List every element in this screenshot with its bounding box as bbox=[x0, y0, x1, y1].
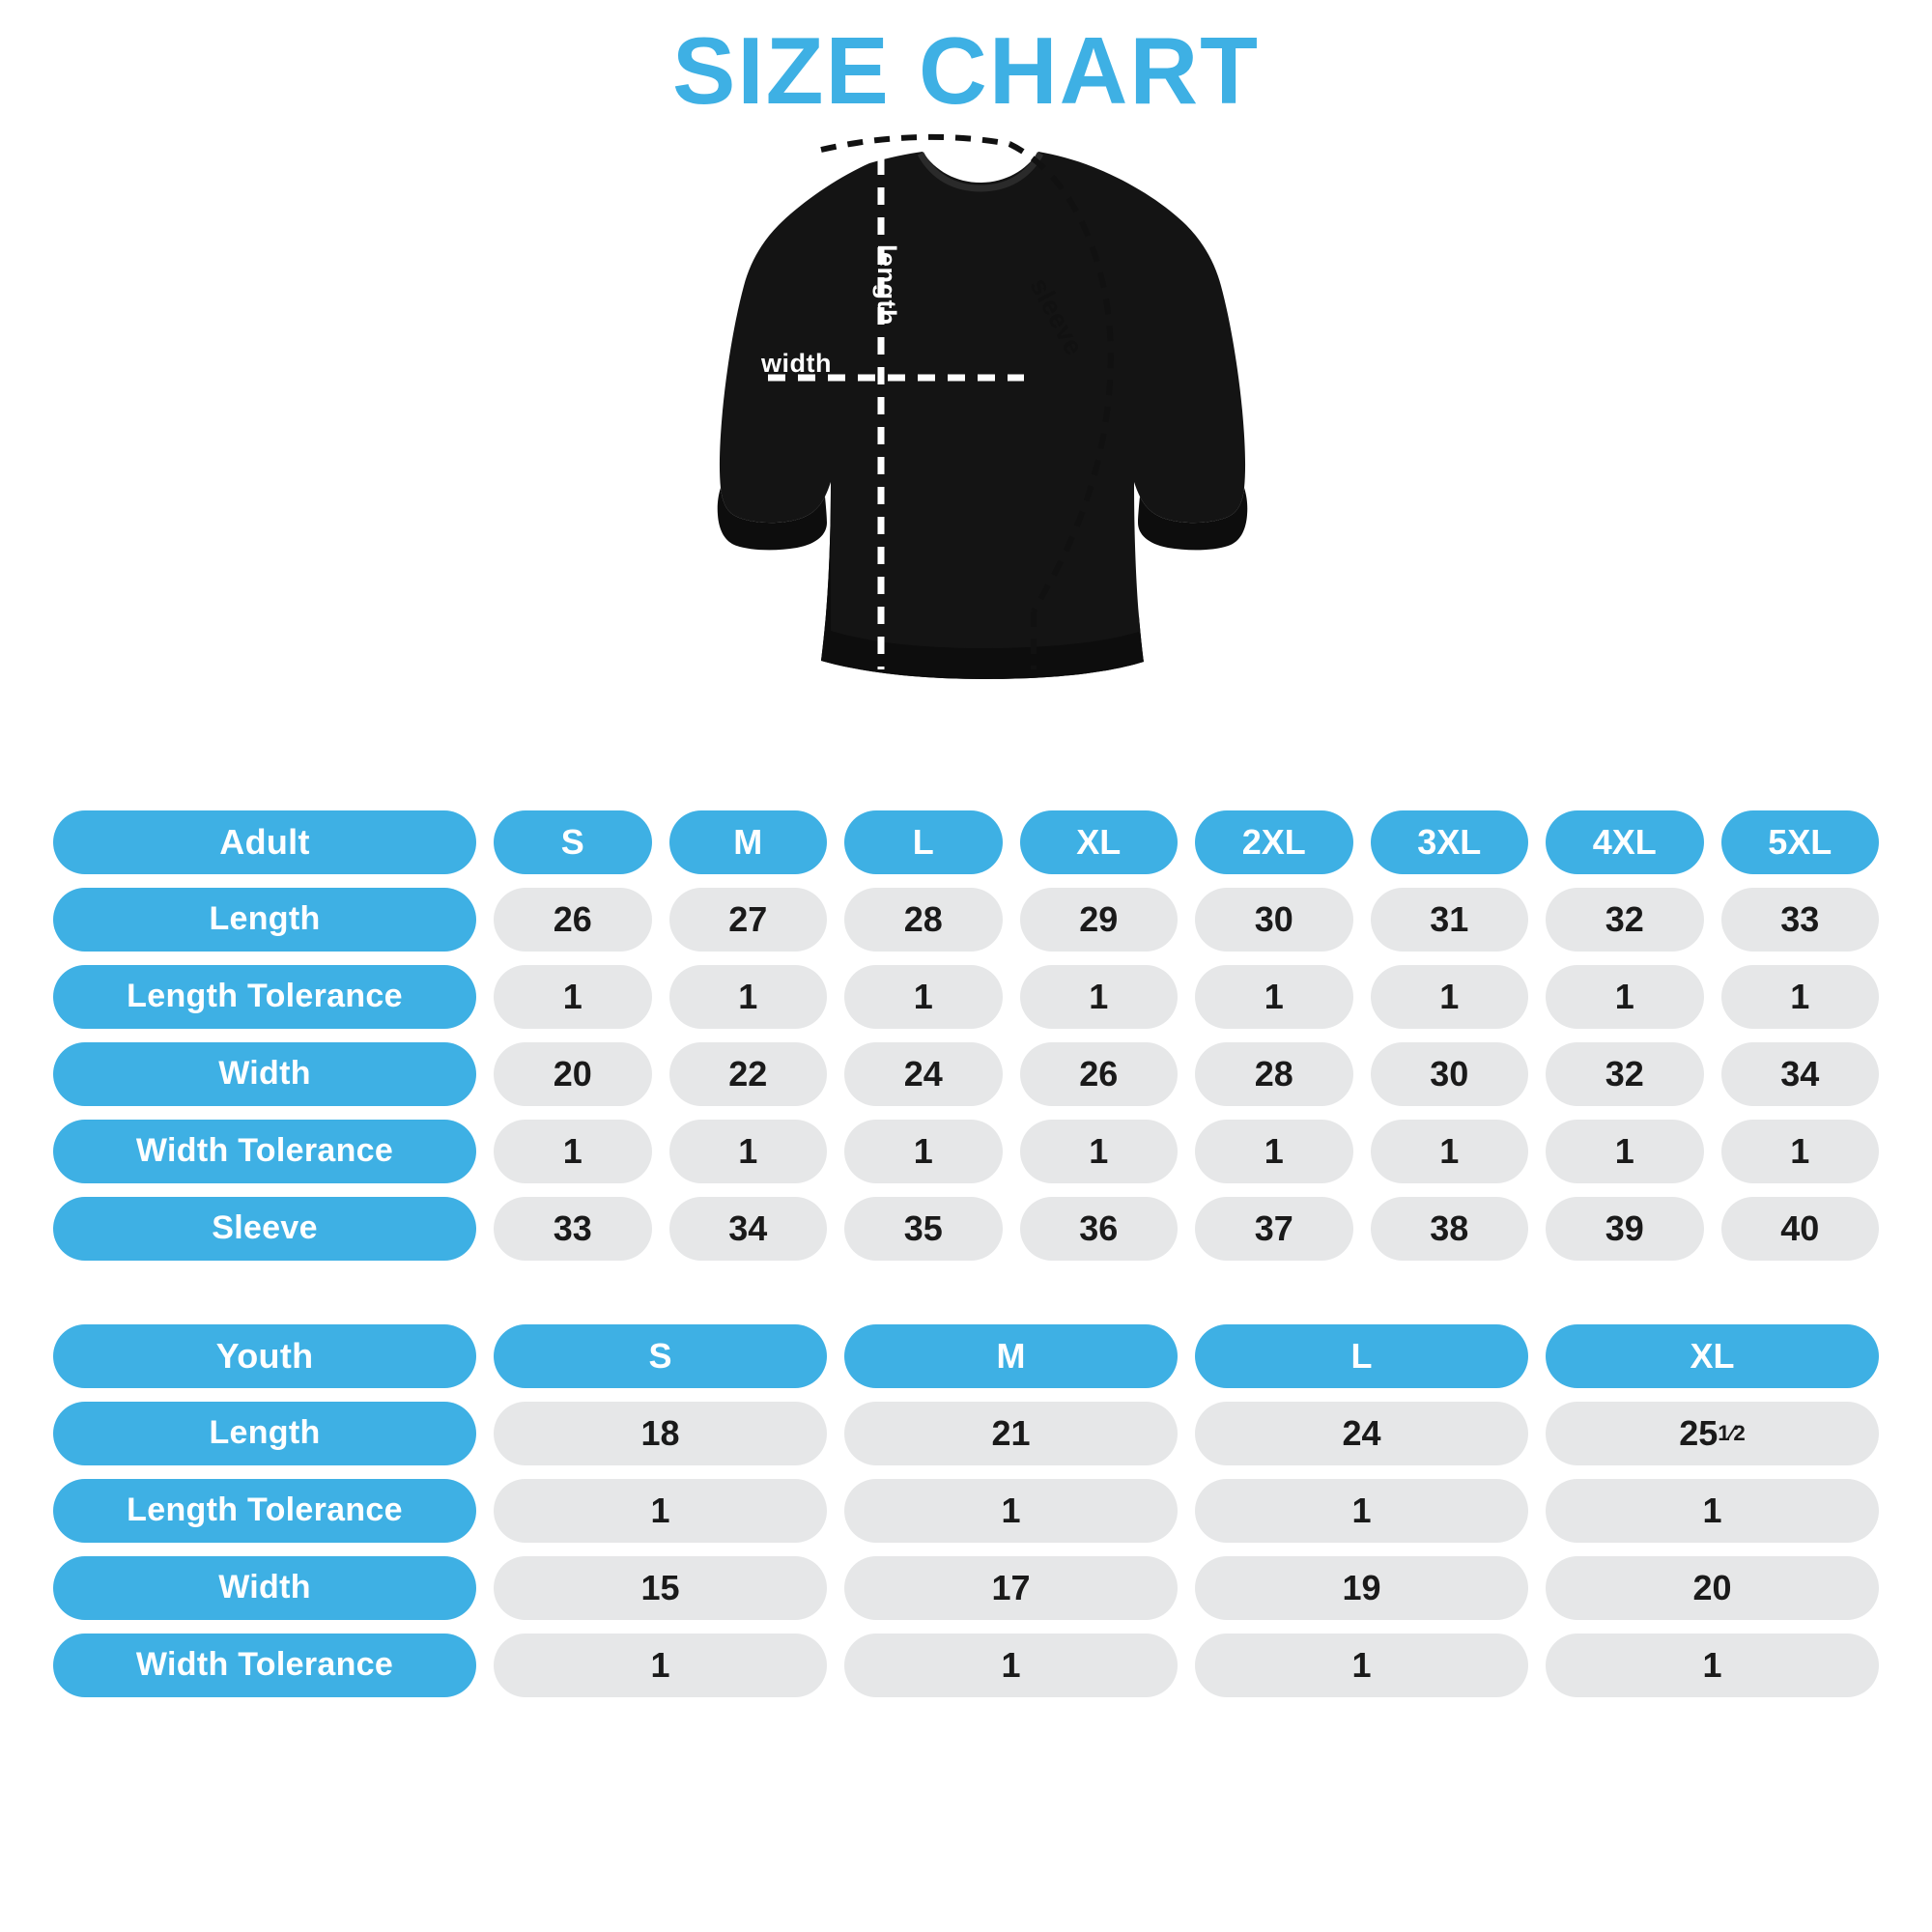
table-cell: 26 bbox=[494, 888, 652, 952]
table-cell: 1 bbox=[844, 1634, 1178, 1697]
column-header: S bbox=[494, 1324, 827, 1388]
table-cell: 1 bbox=[1195, 965, 1353, 1029]
sweatshirt-graphic bbox=[628, 128, 1304, 805]
table-cell: 31 bbox=[1371, 888, 1529, 952]
table-cell: 1 bbox=[844, 965, 1003, 1029]
table-cell: 26 bbox=[1020, 1042, 1179, 1106]
table-cell: 24 bbox=[844, 1042, 1003, 1106]
column-header: 5XL bbox=[1721, 810, 1880, 874]
table-cell: 1 bbox=[669, 1120, 828, 1183]
table-cell: 20 bbox=[1546, 1556, 1879, 1620]
table-cell: 40 bbox=[1721, 1197, 1880, 1261]
row-label: Width Tolerance bbox=[53, 1120, 476, 1183]
row-label: Width bbox=[53, 1556, 476, 1620]
table-cell: 1 bbox=[1020, 965, 1179, 1029]
column-header: L bbox=[844, 810, 1003, 874]
youth-size-table bbox=[53, 1324, 1879, 1697]
youth-header-row bbox=[53, 1324, 1879, 1388]
table-cell: 1 bbox=[669, 965, 828, 1029]
garment-illustration bbox=[628, 128, 1304, 805]
table-cell: 1 bbox=[1721, 1120, 1880, 1183]
table-cell: 32 bbox=[1546, 888, 1704, 952]
table-cell: 30 bbox=[1371, 1042, 1529, 1106]
table-cell: 36 bbox=[1020, 1197, 1179, 1261]
table-cell: 32 bbox=[1546, 1042, 1704, 1106]
table-cell: 24 bbox=[1195, 1402, 1528, 1465]
table-cell: 1 bbox=[844, 1479, 1178, 1543]
table-cell: 1 bbox=[1546, 1479, 1879, 1543]
column-header: M bbox=[844, 1324, 1178, 1388]
table-cell: 1 bbox=[494, 1120, 652, 1183]
table-cell: 1 bbox=[1546, 1120, 1704, 1183]
table-cell: 1 bbox=[1371, 1120, 1529, 1183]
table-cell: 1 bbox=[494, 1634, 827, 1697]
table-row bbox=[53, 965, 1879, 1029]
table-row bbox=[53, 1479, 1879, 1543]
table-cell: 39 bbox=[1546, 1197, 1704, 1261]
row-label: Width Tolerance bbox=[53, 1634, 476, 1697]
table-cell: 1 bbox=[1195, 1634, 1528, 1697]
column-header: L bbox=[1195, 1324, 1528, 1388]
table-separator bbox=[53, 1274, 1879, 1319]
row-label: Length Tolerance bbox=[53, 1479, 476, 1543]
table-cell: 1 bbox=[1546, 1634, 1879, 1697]
label-sleeve: sleeve bbox=[1024, 272, 1090, 360]
label-width: width bbox=[761, 348, 832, 378]
table-row bbox=[53, 1120, 1879, 1183]
table-row bbox=[53, 1197, 1879, 1261]
adult-size-table bbox=[53, 810, 1879, 1261]
youth-column-headers bbox=[494, 1324, 1879, 1388]
table-cell: 18 bbox=[494, 1402, 827, 1465]
table-row bbox=[53, 1556, 1879, 1620]
table-cell: 1 bbox=[1721, 965, 1880, 1029]
table-cell: 20 bbox=[494, 1042, 652, 1106]
table-cell: 15 bbox=[494, 1556, 827, 1620]
column-header: XL bbox=[1020, 810, 1179, 874]
table-cell: 28 bbox=[844, 888, 1003, 952]
table-cell: 27 bbox=[669, 888, 828, 952]
table-cell: 1 bbox=[1195, 1120, 1353, 1183]
table-cell: 30 bbox=[1195, 888, 1353, 952]
table-cell: 37 bbox=[1195, 1197, 1353, 1261]
table-cell: 29 bbox=[1020, 888, 1179, 952]
table-cell: 38 bbox=[1371, 1197, 1529, 1261]
label-length: length bbox=[872, 243, 901, 326]
adult-column-headers bbox=[494, 810, 1879, 874]
row-label: Length Tolerance bbox=[53, 965, 476, 1029]
table-cell: 1 bbox=[1371, 965, 1529, 1029]
table-cell: 28 bbox=[1195, 1042, 1353, 1106]
column-header: XL bbox=[1546, 1324, 1879, 1388]
adult-header-row bbox=[53, 810, 1879, 874]
table-cell: 21 bbox=[844, 1402, 1178, 1465]
youth-table-title: Youth bbox=[53, 1324, 476, 1388]
column-header: 3XL bbox=[1371, 810, 1529, 874]
row-label: Sleeve bbox=[53, 1197, 476, 1261]
table-cell: 33 bbox=[1721, 888, 1880, 952]
table-cell: 1 bbox=[1195, 1479, 1528, 1543]
table-cell: 1 bbox=[844, 1120, 1003, 1183]
table-row bbox=[53, 1402, 1879, 1465]
adult-table-title: Adult bbox=[53, 810, 476, 874]
column-header: 2XL bbox=[1195, 810, 1353, 874]
table-cell: 1 bbox=[1020, 1120, 1179, 1183]
table-cell: 19 bbox=[1195, 1556, 1528, 1620]
row-label: Width bbox=[53, 1042, 476, 1106]
table-cell: 34 bbox=[1721, 1042, 1880, 1106]
table-row bbox=[53, 1042, 1879, 1106]
table-cell: 35 bbox=[844, 1197, 1003, 1261]
table-cell: 22 bbox=[669, 1042, 828, 1106]
table-cell: 25 1⁄2 bbox=[1546, 1402, 1879, 1465]
column-header: S bbox=[494, 810, 652, 874]
table-cell: 1 bbox=[494, 1479, 827, 1543]
table-cell: 17 bbox=[844, 1556, 1178, 1620]
row-label: Length bbox=[53, 888, 476, 952]
table-cell: 34 bbox=[669, 1197, 828, 1261]
column-header: 4XL bbox=[1546, 810, 1704, 874]
page-title: SIZE CHART bbox=[672, 17, 1260, 124]
table-cell: 1 bbox=[1546, 965, 1704, 1029]
table-row bbox=[53, 888, 1879, 952]
table-cell: 1 bbox=[494, 965, 652, 1029]
row-label: Length bbox=[53, 1402, 476, 1465]
table-row bbox=[53, 1634, 1879, 1697]
table-cell: 33 bbox=[494, 1197, 652, 1261]
column-header: M bbox=[669, 810, 828, 874]
